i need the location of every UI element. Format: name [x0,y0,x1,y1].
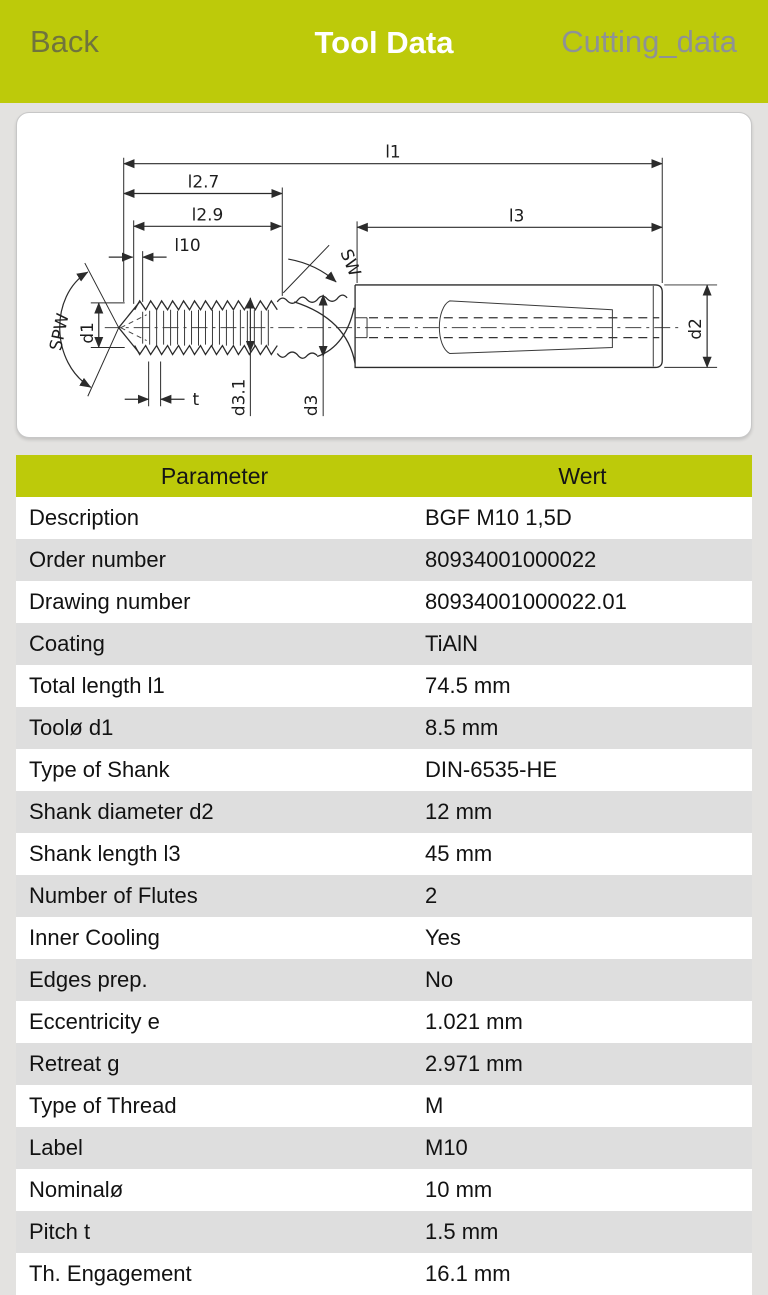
dim-label-l3: l3 [508,205,525,226]
parameter-cell: Label [29,1135,83,1160]
table-row [16,833,752,875]
table-row [16,581,752,623]
column-header-wert: Wert [413,455,752,497]
value-cell: 2.971 mm [425,1051,523,1076]
parameter-table [16,455,752,1295]
table-row [16,1253,752,1295]
dim-label-d3: d3 [301,394,322,417]
value-cell: 80934001000022 [425,547,597,572]
dim-label-d3-1: d3.1 [228,378,249,417]
table-row [16,1001,752,1043]
parameter-cell: Total length l1 [29,673,165,698]
value-cell: 1.5 mm [425,1219,499,1244]
table-row [16,791,752,833]
parameter-cell: Retreat g [29,1051,120,1076]
value-cell: DIN-6535-HE [425,757,558,782]
parameter-cell: Nominalø [29,1177,124,1202]
table-row [16,1169,752,1211]
value-cell: TiAlN [425,631,478,656]
value-cell: 80934001000022.01 [425,589,627,614]
parameter-cell: Toolø d1 [29,715,114,740]
value-cell: BGF M10 1,5D [425,505,572,530]
table-row [16,875,752,917]
value-cell: 74.5 mm [425,673,511,698]
value-cell: 8.5 mm [425,715,499,740]
parameter-cell: Th. Engagement [29,1261,192,1286]
parameter-cell: Edges prep. [29,967,148,992]
parameter-cell: Number of Flutes [29,883,198,908]
table-row [16,749,752,791]
value-cell: No [425,967,454,992]
dim-label-d2: d2 [685,318,706,340]
table-row [16,539,752,581]
dim-label-d1: d1 [76,322,97,344]
table-header-row [16,455,752,497]
value-cell: 45 mm [425,841,493,866]
parameter-cell: Description [29,505,140,530]
back-button[interactable]: Back [30,24,99,59]
table-row [16,623,752,665]
dim-label-l10: l10 [174,235,201,256]
value-cell: 1.021 mm [425,1009,523,1034]
dim-label-l2-9: l2.9 [191,204,224,225]
parameter-cell: Order number [29,547,166,572]
table-row [16,707,752,749]
table-row [16,1043,752,1085]
table-row [16,1085,752,1127]
table-row [16,497,752,539]
value-cell: M [425,1093,444,1118]
dim-label-spw: SPW [45,311,73,353]
dim-label-l2-7: l2.7 [187,171,220,192]
tool-technical-drawing [17,113,751,437]
value-cell: 16.1 mm [425,1261,511,1286]
parameter-cell: Type of Thread [29,1093,177,1118]
dim-label-l1: l1 [385,141,401,162]
table-row [16,959,752,1001]
value-cell: 12 mm [425,799,493,824]
tool-drawing-card [16,112,752,438]
table-row [16,917,752,959]
nav-bar [0,0,768,103]
content [0,112,768,1295]
parameter-cell: Eccentricity e [29,1009,160,1034]
parameter-cell: Coating [29,631,105,656]
dim-label-sw: SW [336,246,366,280]
parameter-cell: Shank length l3 [29,841,181,866]
value-cell: M10 [425,1135,468,1160]
dim-label-t: t [192,389,200,410]
parameter-cell: Pitch t [29,1219,91,1244]
value-cell: 2 [425,883,438,908]
cutting-data-button[interactable]: Cutting_data [561,24,737,59]
parameter-cell: Drawing number [29,589,191,614]
table-row [16,1211,752,1253]
parameter-cell: Type of Shank [29,757,170,782]
table-row [16,665,752,707]
parameter-cell: Inner Cooling [29,925,160,950]
value-cell: Yes [425,925,461,950]
table-row [16,1127,752,1169]
parameter-cell: Shank diameter d2 [29,799,214,824]
column-header-parameter: Parameter [16,455,413,497]
value-cell: 10 mm [425,1177,493,1202]
page-title: Tool Data [314,25,454,60]
